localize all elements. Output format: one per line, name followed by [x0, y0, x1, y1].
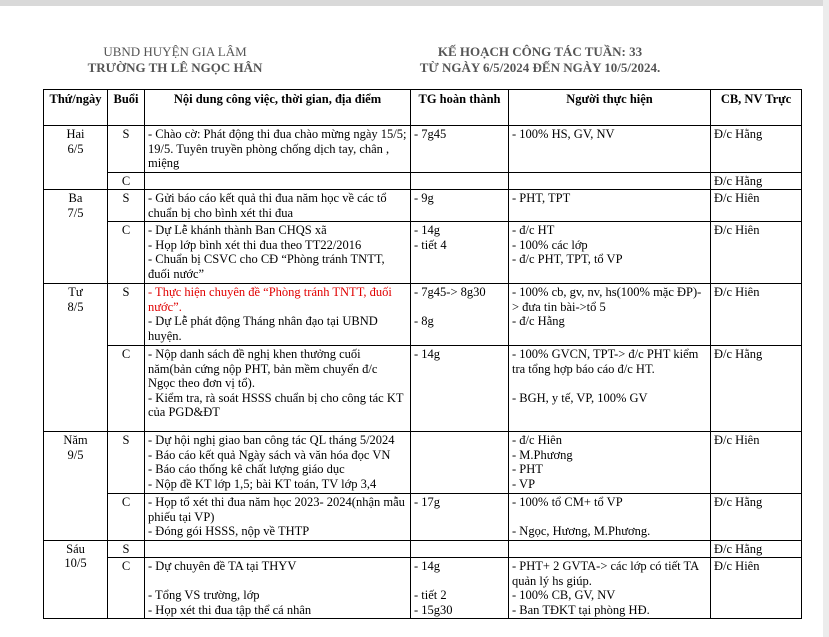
duty-cell: Đ/c Hằng: [711, 126, 802, 173]
time-line: - 7g45: [414, 127, 447, 141]
day-date: 6/5: [67, 141, 84, 156]
content-cell: [145, 346, 411, 432]
day-name: Tư: [68, 285, 83, 299]
day-date: 7/5: [67, 205, 84, 220]
person-cell: [509, 540, 711, 558]
person-line: - đ/c Hằng: [512, 314, 565, 328]
person-cell: [509, 346, 711, 432]
person-line: - 100% CB, GV, NV: [512, 588, 616, 602]
session-cell: S: [108, 540, 145, 558]
task-line: - Nộp danh sách đề nghị khen thưởng cuối năm(bản cứng nộp PHT, bản mềm chuyển đ/c Ngọc theo đơn vị tổ).: [148, 347, 378, 390]
table-row: [44, 126, 802, 173]
day-cell: [44, 190, 108, 284]
time-cell: [411, 432, 509, 494]
day-date: 9/5: [67, 447, 84, 462]
task-line: - Gửi báo cáo kết quả thi đua năm học về các tổ chuẩn bị cho bình xét thi đua: [148, 191, 387, 220]
person-line: - đ/c PHT, TPT, tổ VP: [512, 252, 623, 266]
time-cell: [411, 126, 509, 173]
duty-cell: Đ/c Hằng: [711, 540, 802, 558]
org-name-line2: TRƯỜNG TH LÊ NGỌC HÂN: [87, 60, 263, 75]
task-line: - Nộp đề KT lớp 1,5; bài KT toán, TV lớp 3,4: [148, 476, 377, 491]
plan-date-range: TỪ NGÀY 6/5/2024 ĐẾN NGÀY 10/5/2024.: [419, 60, 661, 75]
person-cell: [509, 222, 711, 284]
col-header-content: Nội dung công việc, thời gian, địa điểm: [145, 90, 411, 126]
content-cell: [145, 540, 411, 558]
col-header-person: Người thực hiện: [509, 90, 711, 126]
session-cell: S: [108, 190, 145, 222]
task-line: - Họp tổ xét thi đua năm học 2023- 2024(nhận mẫu phiếu tại VP): [148, 495, 405, 524]
task-line: - Dự hội nghị giao ban công tác QL tháng 5/2024: [148, 433, 395, 447]
person-line: - 100% các lớp: [512, 237, 588, 252]
session-cell: S: [108, 126, 145, 173]
day-name: Năm: [63, 433, 88, 447]
session-cell: C: [108, 222, 145, 284]
person-cell: [509, 172, 711, 190]
highlighted-task: - Thực hiện chuyên đề “Phòng tránh TNTT, đuối nước”.: [148, 285, 392, 314]
person-line: - 100% HS, GV, NV: [512, 127, 615, 141]
session-cell: C: [108, 494, 145, 541]
duty-cell: Đ/c Hằng: [711, 494, 802, 541]
task-line: - Tổng VS trường, lớp: [148, 588, 260, 602]
person-line: - M.Phương: [512, 447, 573, 462]
person-cell: [509, 126, 711, 173]
person-line: - BGH, y tế, VP, 100% GV: [512, 390, 648, 405]
person-line: [512, 510, 707, 525]
session-cell: C: [108, 172, 145, 190]
task-line: - Dự Lễ phát động Tháng nhân đạo tại UBND huyện.: [148, 314, 378, 343]
day-name: Sáu: [66, 541, 85, 556]
table-body: [44, 126, 802, 619]
time-line: - 17g: [414, 495, 441, 509]
task-line: - Dự chuyên đề TA tại THYV: [148, 559, 297, 573]
duty-cell: Đ/c Hằng: [711, 172, 802, 190]
content-cell: [145, 172, 411, 190]
day-name: Ba: [68, 191, 83, 205]
time-cell: [411, 222, 509, 284]
content-cell: [145, 126, 411, 173]
person-line: - 100% tổ CM+ tổ VP: [512, 495, 623, 509]
weekly-plan-table: [43, 89, 802, 619]
session-cell: C: [108, 346, 145, 432]
person-line: - PHT+ 2 GVTA-> các lớp có tiết TA quản lý hs giúp.: [512, 559, 699, 588]
person-line: - Ban TĐKT tại phòng HĐ.: [512, 602, 650, 617]
person-line: - đ/c Hiên: [512, 433, 562, 447]
duty-cell: Đ/c Hằng: [711, 346, 802, 432]
time-line: - 15g30: [414, 602, 453, 617]
duty-cell: Đ/c Hiên: [711, 558, 802, 619]
table-row: [44, 190, 802, 222]
person-line: - 100% cb, gv, nv, hs(100% mặc ĐP)-> đưa tin bài->tổ 5: [512, 285, 702, 314]
task-line: - Họp xét thi đua tập thể cá nhân: [148, 602, 312, 617]
person-line: - PHT: [512, 462, 543, 476]
content-cell: [145, 190, 411, 222]
duty-cell: Đ/c Hiên: [711, 284, 802, 346]
table-row: [44, 284, 802, 346]
table-row: [44, 346, 802, 432]
table-row: [44, 432, 802, 494]
day-cell: [44, 284, 108, 432]
time-line: - 14g: [414, 559, 441, 573]
day-name: Hai: [66, 127, 85, 141]
org-name-line1: UBND HUYỆN GIA LÂM: [103, 44, 247, 59]
duty-cell: Đ/c Hiên: [711, 222, 802, 284]
window-top-bar: [0, 0, 829, 6]
table-row: [44, 558, 802, 619]
time-line: - 9g: [414, 191, 434, 205]
content-cell: [145, 432, 411, 494]
session-cell: C: [108, 558, 145, 619]
col-header-session: Buổi: [108, 90, 145, 126]
time-line: [414, 574, 505, 589]
time-line: - tiết 2: [414, 588, 447, 602]
task-line: - Họp lớp bình xét thi đua theo TT22/2016: [148, 237, 362, 252]
day-cell: [44, 432, 108, 541]
person-line: - VP: [512, 476, 536, 491]
session-cell: S: [108, 432, 145, 494]
content-cell: [145, 222, 411, 284]
task-line: - Dự Lễ khánh thành Ban CHQS xã: [148, 223, 327, 237]
time-cell: [411, 346, 509, 432]
time-line: - 8g: [414, 314, 434, 328]
person-cell: [509, 432, 711, 494]
col-header-time: TG hoàn thành: [411, 90, 509, 126]
time-line: - 14g: [414, 223, 441, 237]
person-line: - 100% GVCN, TPT-> đ/c PHT kiểm tra tổng hợp báo cáo đ/c HT.: [512, 347, 699, 376]
plan-header: [390, 44, 690, 76]
task-line: - Báo cáo kết quả Ngày sách và văn hóa đọc VN: [148, 447, 391, 462]
day-cell: [44, 540, 108, 619]
time-cell: [411, 540, 509, 558]
person-cell: [509, 284, 711, 346]
content-cell: [145, 558, 411, 619]
duty-cell: Đ/c Hiên: [711, 432, 802, 494]
organization-header: [60, 44, 290, 76]
session-cell: S: [108, 284, 145, 346]
task-line: - Báo cáo thống kê chất lượng giáo dục: [148, 462, 345, 476]
content-cell: [145, 284, 411, 346]
col-header-duty: CB, NV Trực: [711, 90, 802, 126]
day-date: 10/5: [64, 556, 87, 570]
day-cell: [44, 126, 108, 190]
task-line: - Chuẩn bị CSVC cho CĐ “Phòng tránh TNTT, đuối nước”: [148, 252, 385, 281]
window-right-scrollbar[interactable]: [823, 0, 829, 637]
table-row: [44, 172, 802, 190]
person-cell: [509, 190, 711, 222]
time-cell: [411, 190, 509, 222]
person-line: [512, 376, 707, 391]
day-date: 8/5: [67, 299, 84, 314]
time-cell: [411, 558, 509, 619]
content-cell: [145, 494, 411, 541]
person-cell: [509, 558, 711, 619]
time-cell: [411, 494, 509, 541]
table-header-row: [44, 90, 802, 126]
plan-title: KẾ HOẠCH CÔNG TÁC TUẦN: 33: [437, 44, 643, 59]
person-line: - Ngọc, Hương, M.Phương.: [512, 524, 651, 538]
person-cell: [509, 494, 711, 541]
time-line: - 7g45-> 8g30: [414, 285, 486, 299]
task-line: - Kiểm tra, rà soát HSSS chuẩn bị cho công tác KT của PGD&ĐT: [148, 390, 404, 419]
table-row: [44, 494, 802, 541]
task-line: - Chào cờ: Phát động thi đua chào mừng ngày 15/5; 19/5. Tuyên truyền phòng chống dịch tay, chân , miệng: [148, 127, 407, 170]
duty-cell: Đ/c Hiên: [711, 190, 802, 222]
person-line: - PHT, TPT: [512, 191, 571, 205]
time-line: [414, 300, 505, 315]
time-cell: [411, 284, 509, 346]
table-row: [44, 222, 802, 284]
col-header-day: Thứ/ngày: [44, 90, 108, 126]
person-line: - đ/c HT: [512, 223, 555, 237]
task-line: [148, 574, 407, 589]
table-row: [44, 540, 802, 558]
time-line: - tiết 4: [414, 237, 447, 252]
task-line: - Đóng gói HSSS, nộp về THTP: [148, 524, 310, 538]
time-cell: [411, 172, 509, 190]
time-line: - 14g: [414, 347, 441, 361]
